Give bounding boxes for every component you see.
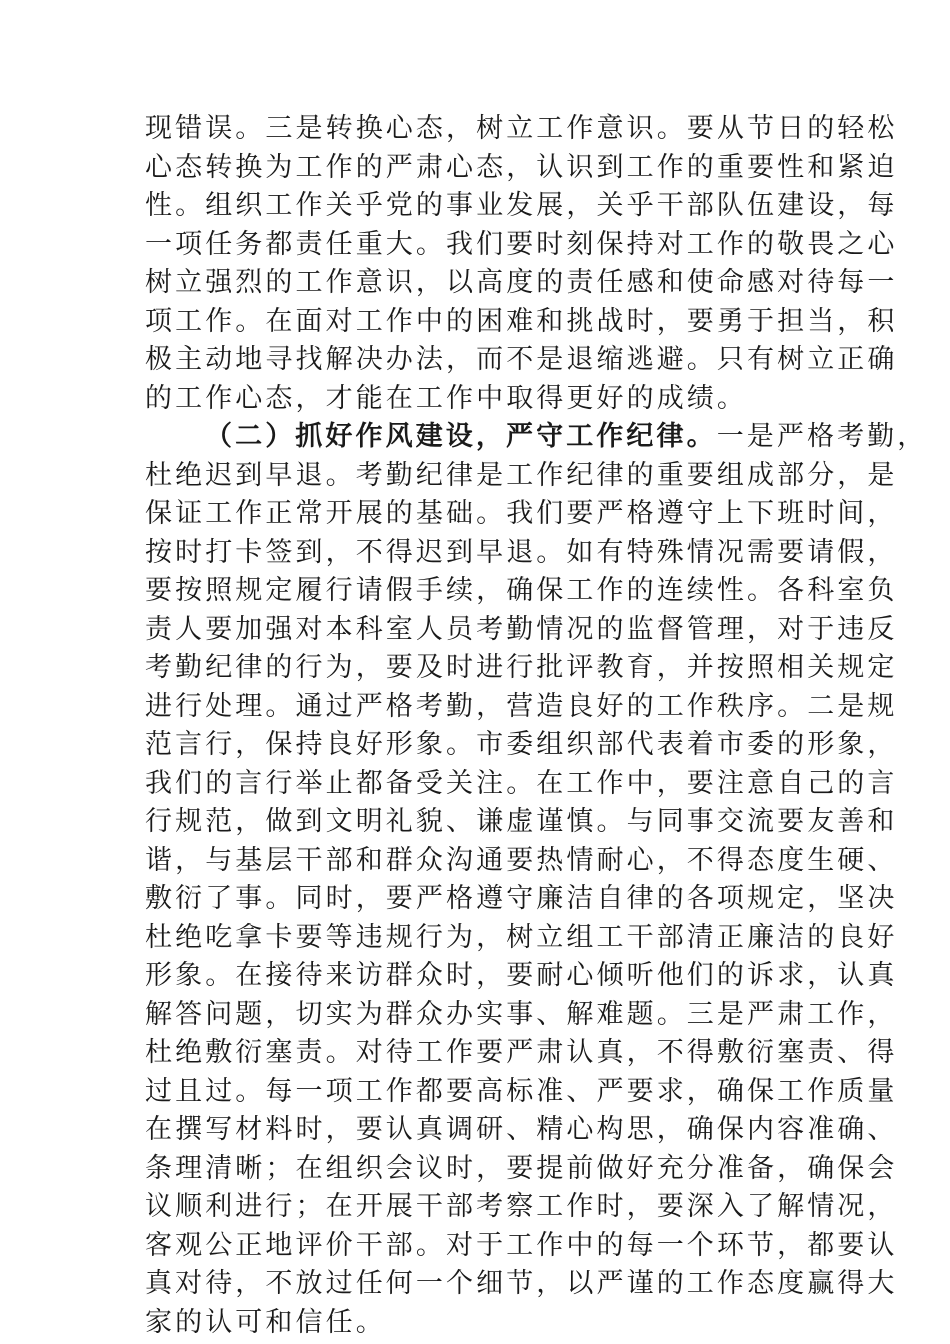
text-line: 真对待，不放过任何一个细节，以严谨的工作态度赢得大 — [145, 1268, 898, 1299]
text-line: 杜绝吃拿卡要等违规行为，树立组工干部清正廉洁的良好 — [145, 921, 898, 953]
text-line: 杜绝迟到早退。考勤纪律是工作纪律的重要组成部分，是 — [145, 459, 898, 491]
text-line-continuation: 一是严格考勤， — [716, 421, 928, 452]
text-line: 杜绝敷衍塞责。对待工作要严肃认真，不得敷衍塞责、得 — [145, 1037, 898, 1068]
text-line: 敷衍了事。同时，要严格遵守廉洁自律的各项规定，坚决 — [145, 883, 898, 914]
text-line: 的工作心态，才能在工作中取得更好的成绩。 — [145, 382, 747, 414]
text-line: 考勤纪律的行为，要及时进行批评教育，并按照相关规定 — [145, 652, 898, 683]
text-line: 行规范，做到文明礼貌、谦虚谨慎。与同事交流要友善和 — [145, 806, 898, 837]
text-line: 进行处理。通过严格考勤，营造良好的工作秩序。二是规 — [145, 690, 898, 722]
text-line: 条理清晰；在组织会议时，要提前做好充分准备，确保会 — [145, 1152, 898, 1184]
text-line: 要按照规定履行请假手续，确保工作的连续性。各科室负 — [145, 575, 898, 606]
text-line: 树立强烈的工作意识，以高度的责任感和使命感对待每一 — [145, 267, 898, 298]
section-heading-line — [145, 418, 928, 457]
text-line: 范言行，保持良好形象。市委组织部代表着市委的形象， — [145, 729, 898, 760]
text-line: 家的认可和信任。 — [145, 1306, 386, 1338]
text-line: 心态转换为工作的严肃心态，认识到工作的重要性和紧迫 — [145, 151, 898, 183]
text-line: 谐，与基层干部和群众沟通要热情耐心，不得态度生硬、 — [145, 844, 898, 876]
text-line: 极主动地寻找解决办法，而不是退缩逃避。只有树立正确 — [145, 344, 898, 375]
text-line: 项工作。在面对工作中的困难和挑战时，要勇于担当，积 — [145, 305, 898, 337]
text-line: 形象。在接待来访群众时，要耐心倾听他们的诉求，认真 — [145, 960, 898, 991]
text-line: 现错误。三是转换心态，树立工作意识。要从节日的轻松 — [145, 113, 898, 144]
text-line: 议顺利进行；在开展干部考察工作时，要深入了解情况， — [145, 1191, 898, 1222]
text-line: 解答问题，切实为群众办实事、解难题。三是严肃工作， — [145, 998, 898, 1030]
section-heading: （二）抓好作风建设，严守工作纪律。 — [205, 421, 717, 452]
text-line: 我们的言行举止都备受关注。在工作中，要注意自己的言 — [145, 767, 898, 799]
text-line: 客观公正地评价干部。对于工作中的每一个环节，都要认 — [145, 1229, 898, 1261]
text-line: 保证工作正常开展的基础。我们要严格遵守上下班时间， — [145, 498, 898, 529]
text-line: 责人要加强对本科室人员考勤情况的监督管理，对于违反 — [145, 613, 898, 645]
body-text — [145, 110, 928, 1342]
text-line: 过且过。每一项工作都要高标准、严要求，确保工作质量 — [145, 1075, 898, 1107]
text-line: 性。组织工作关乎党的事业发展，关乎干部队伍建设，每 — [145, 190, 898, 221]
text-line: 按时打卡签到，不得迟到早退。如有特殊情况需要请假， — [145, 536, 898, 568]
text-line: 在撰写材料时，要认真调研、精心构思，确保内容准确、 — [145, 1114, 898, 1145]
text-line: 一项任务都责任重大。我们要时刻保持对工作的敬畏之心 — [145, 228, 898, 260]
